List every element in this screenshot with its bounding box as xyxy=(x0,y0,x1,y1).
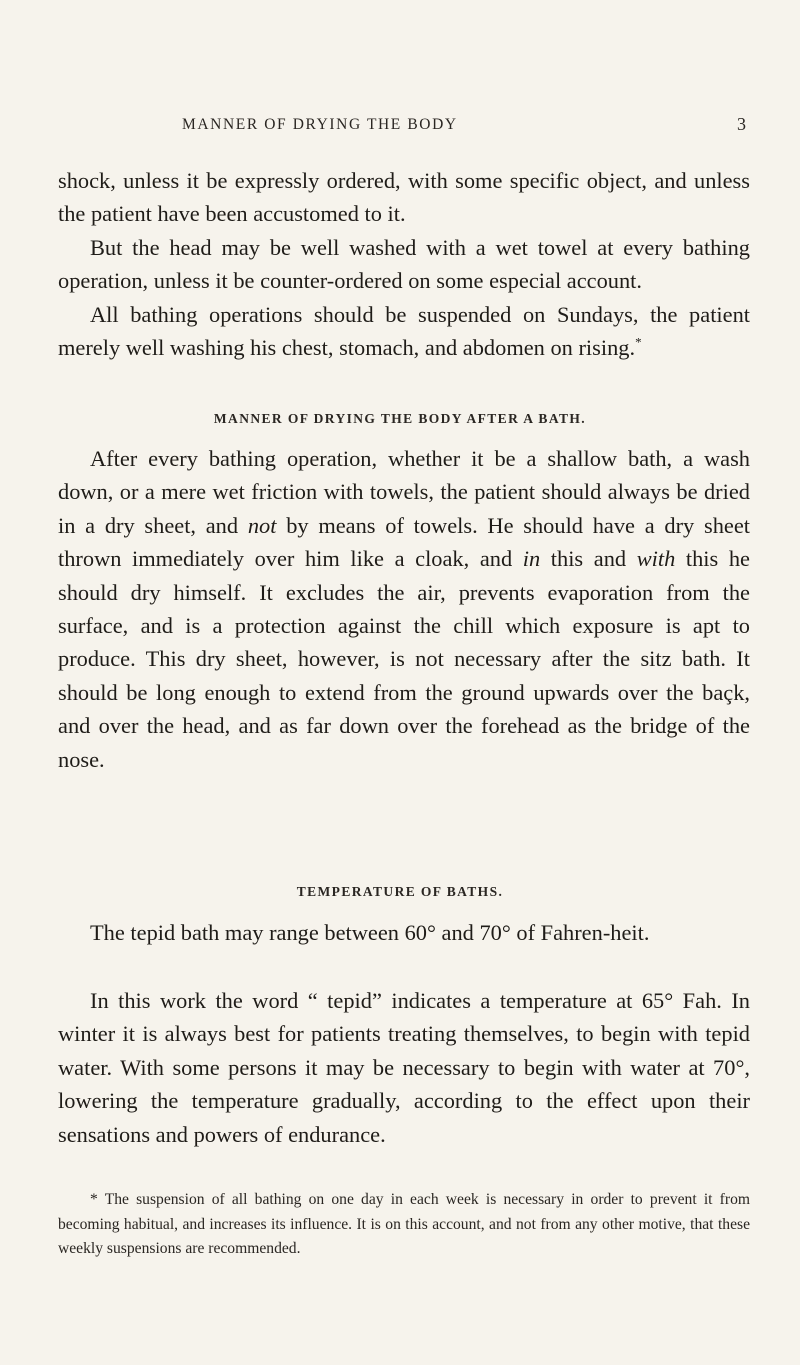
footnote xyxy=(58,1188,750,1262)
paragraph-drying-text-d: this he should dry himself. It excludes the air, prevents evaporation from the surface, and is a protection against the chill which exposure is apt to produce. This dry sheet, however, is not necessary after the sitz bath. It should be long enough to extend from the ground upwards over the baçk, and over the head, and as far down over the forehead as the bridge of the nose. xyxy=(58,546,750,772)
emphasis-in: in xyxy=(522,546,541,572)
emphasis-with: with xyxy=(636,546,676,572)
paragraph-drying-sheet xyxy=(58,442,750,776)
emphasis-not: not xyxy=(247,512,277,538)
paragraph-sundays-text: All bathing operations should be suspended on Sundays, the patient merely well washing his chest, stomach, and abdomen on rising. xyxy=(58,302,750,361)
footnote-reference-mark: * xyxy=(635,334,642,350)
footnote-text: The suspension of all bathing on one day in each week is necessary in order to prevent it from becoming habitual, and increases its influence. It is on this account, and not from any other motive, that these weekly suspensions are recommended. xyxy=(58,1191,750,1258)
paragraph-shock: shock, unless it be expressly ordered, with some specific object, and unless the patient have been accustomed to it. xyxy=(58,168,750,227)
running-head-title: MANNER OF DRYING THE BODY xyxy=(182,116,458,133)
footnote-mark: * xyxy=(90,1191,98,1208)
paragraph-tepid-definition: In this work the word “ tepid” indicates a temperature at 65° Fah. In winter it is always best for patients treating themselves, to begin with tepid water. With some persons it may be necessary to begin with water at 70°, lowering the temperature gradually, according to the effect upon their sensations and powers of endurance. xyxy=(58,988,750,1147)
page-number: 3 xyxy=(737,114,746,134)
paragraph-tepid-range: The tepid bath may range between 60° and 70° of Fahren-heit. xyxy=(90,920,650,945)
paragraph-drying-text-b: by means of towels. He should have a dry sheet thrown immediately over him like a cloak, and xyxy=(58,512,750,572)
paragraph-drying-text-a: After every bathing operation, whether it be a shallow bath, a wash down, or a mere wet friction with towels, the patient should always be dried in a dry sheet, and xyxy=(58,446,750,538)
paragraph-head-washing: But the head may be well washed with a wet towel at every bathing operation, unless it be counter-ordered on some especial account. xyxy=(58,235,750,294)
section-heading-temperature: TEMPERATURE OF BATHS. xyxy=(296,884,504,899)
section-heading-drying: MANNER OF DRYING THE BODY AFTER A BATH. xyxy=(213,411,587,426)
paragraph-sundays xyxy=(58,298,750,365)
paragraph-drying-text-c: this and xyxy=(540,546,637,572)
